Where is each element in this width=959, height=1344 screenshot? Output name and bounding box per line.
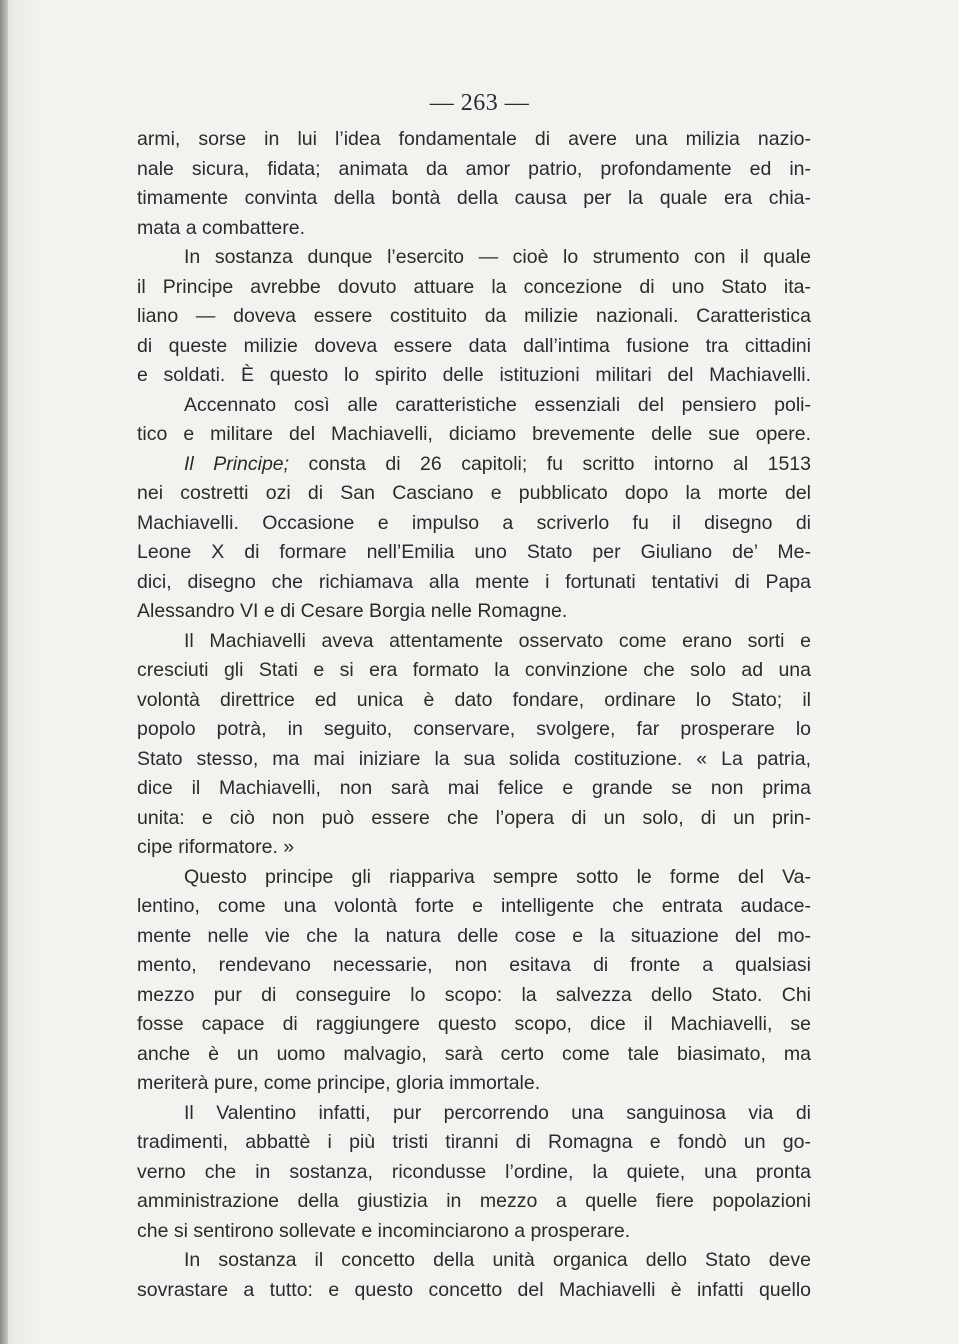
- text-line: popolo potrà, in seguito, conservare, svolgere, far prosperare lo: [137, 718, 811, 740]
- text-line: amministrazione della giustizia in mezzo a quelle fiere popolazioni: [137, 1190, 811, 1212]
- text-line: anche è un uomo malvagio, sarà certo come tale biasimato, ma: [137, 1042, 811, 1065]
- text-line: il Principe avrebbe dovuto attuare la concezione di uno Stato ita-: [137, 275, 811, 298]
- book-title: Il Principe;: [184, 452, 290, 475]
- text-line: lentino, come una volontà forte e intelligente che entrata audace-: [137, 895, 811, 917]
- text-line: meriterà pure, come principe, gloria immortale.: [137, 1072, 541, 1094]
- text-line: di queste milizie doveva essere data dall’intima fusione tra cittadini: [137, 334, 811, 357]
- text-line: fosse capace di raggiungere questo scopo, dice il Machiavelli, se: [137, 1013, 811, 1035]
- text-line: tico e militare del Machiavelli, diciamo brevemente delle sue opere.: [137, 423, 811, 445]
- text-line: cipe riformatore. »: [137, 836, 295, 858]
- text-line: tradimenti, abbattè i più tristi tiranni di Romagna e fondò un go-: [137, 1131, 811, 1153]
- text-line: nei costretti ozi di San Casciano e pubblicato dopo la morte del: [137, 482, 811, 504]
- text-line: nale sicura, fidata; animata da amor patrio, profondamente ed in-: [137, 157, 811, 180]
- text-line-title: [137, 450, 811, 480]
- text-line: mezzo pur di conseguire lo scopo: la salvezza dello Stato. Chi: [137, 983, 811, 1006]
- text-line: Leone X di formare nell’Emilia uno Stato per Giuliano de’ Me-: [137, 541, 811, 563]
- text-line: Questo principe gli riappariva sempre sotto le forme del Va-: [184, 865, 811, 888]
- body-text: [137, 125, 811, 1305]
- text-line: cresciuti gli Stati e si era formato la convinzione che solo ad una: [137, 659, 811, 681]
- text-line: sovrastare a tutto: e questo concetto del Machiavelli è infatti quello: [137, 1278, 811, 1301]
- text-line: Stato stesso, ma mai iniziare la sua solida costituzione. « La patria,: [137, 747, 811, 770]
- text-line: armi, sorse in lui l’idea fondamentale di avere una milizia nazio-: [137, 128, 811, 150]
- text-fragment: consta di 26 capitoli; fu scritto intorno al 1513: [289, 452, 811, 475]
- text-line: Il Machiavelli aveva attentamente osservato come erano sorti e: [184, 629, 811, 652]
- text-line: mata a combattere.: [137, 216, 305, 239]
- text-line: verno che in sostanza, ricondusse l’ordine, la quiete, una pronta: [137, 1160, 811, 1183]
- text-line: volontà direttrice ed unica è dato fondare, ordinare lo Stato; il: [137, 688, 811, 711]
- text-line: Il Valentino infatti, pur percorrendo una sanguinosa via di: [184, 1101, 811, 1124]
- text-line: Alessandro VI e di Cesare Borgia nelle Romagne.: [137, 600, 568, 622]
- text-line: che si sentirono sollevate e incominciarono a prosperare.: [137, 1219, 631, 1242]
- text-line: dici, disegno che richiamava alla mente i fortunati tentativi di Papa: [137, 570, 811, 593]
- text-line: dice il Machiavelli, non sarà mai felice e grande se non prima: [137, 777, 811, 799]
- text-line: mente nelle vie che la natura delle cose e la situazione del mo-: [137, 924, 811, 947]
- text-line: In sostanza dunque l’esercito — cioè lo strumento con il quale: [184, 246, 811, 268]
- text-line: In sostanza il concetto della unità organica dello Stato deve: [184, 1249, 811, 1271]
- text-line: Accennato così alle caratteristiche essenziali del pensiero poli-: [184, 393, 811, 416]
- text-line: mento, rendevano necessarie, non esitava di fronte a qualsiasi: [137, 954, 811, 976]
- page-number: — 263 —: [429, 90, 530, 116]
- text-line: liano — doveva essere costituito da milizie nazionali. Caratteristica: [137, 305, 811, 327]
- text-line: timamente convinta della bontà della causa per la quale era chia-: [137, 187, 811, 209]
- text-line: unita: e ciò non può essere che l’opera di un solo, di un prin-: [137, 806, 811, 829]
- text-line: e soldati. È questo lo spirito delle istituzioni militari del Machiavelli.: [137, 364, 811, 386]
- text-line: Machiavelli. Occasione e impulso a scriverlo fu il disegno di: [137, 511, 811, 534]
- page-binding-edge: [0, 0, 8, 1344]
